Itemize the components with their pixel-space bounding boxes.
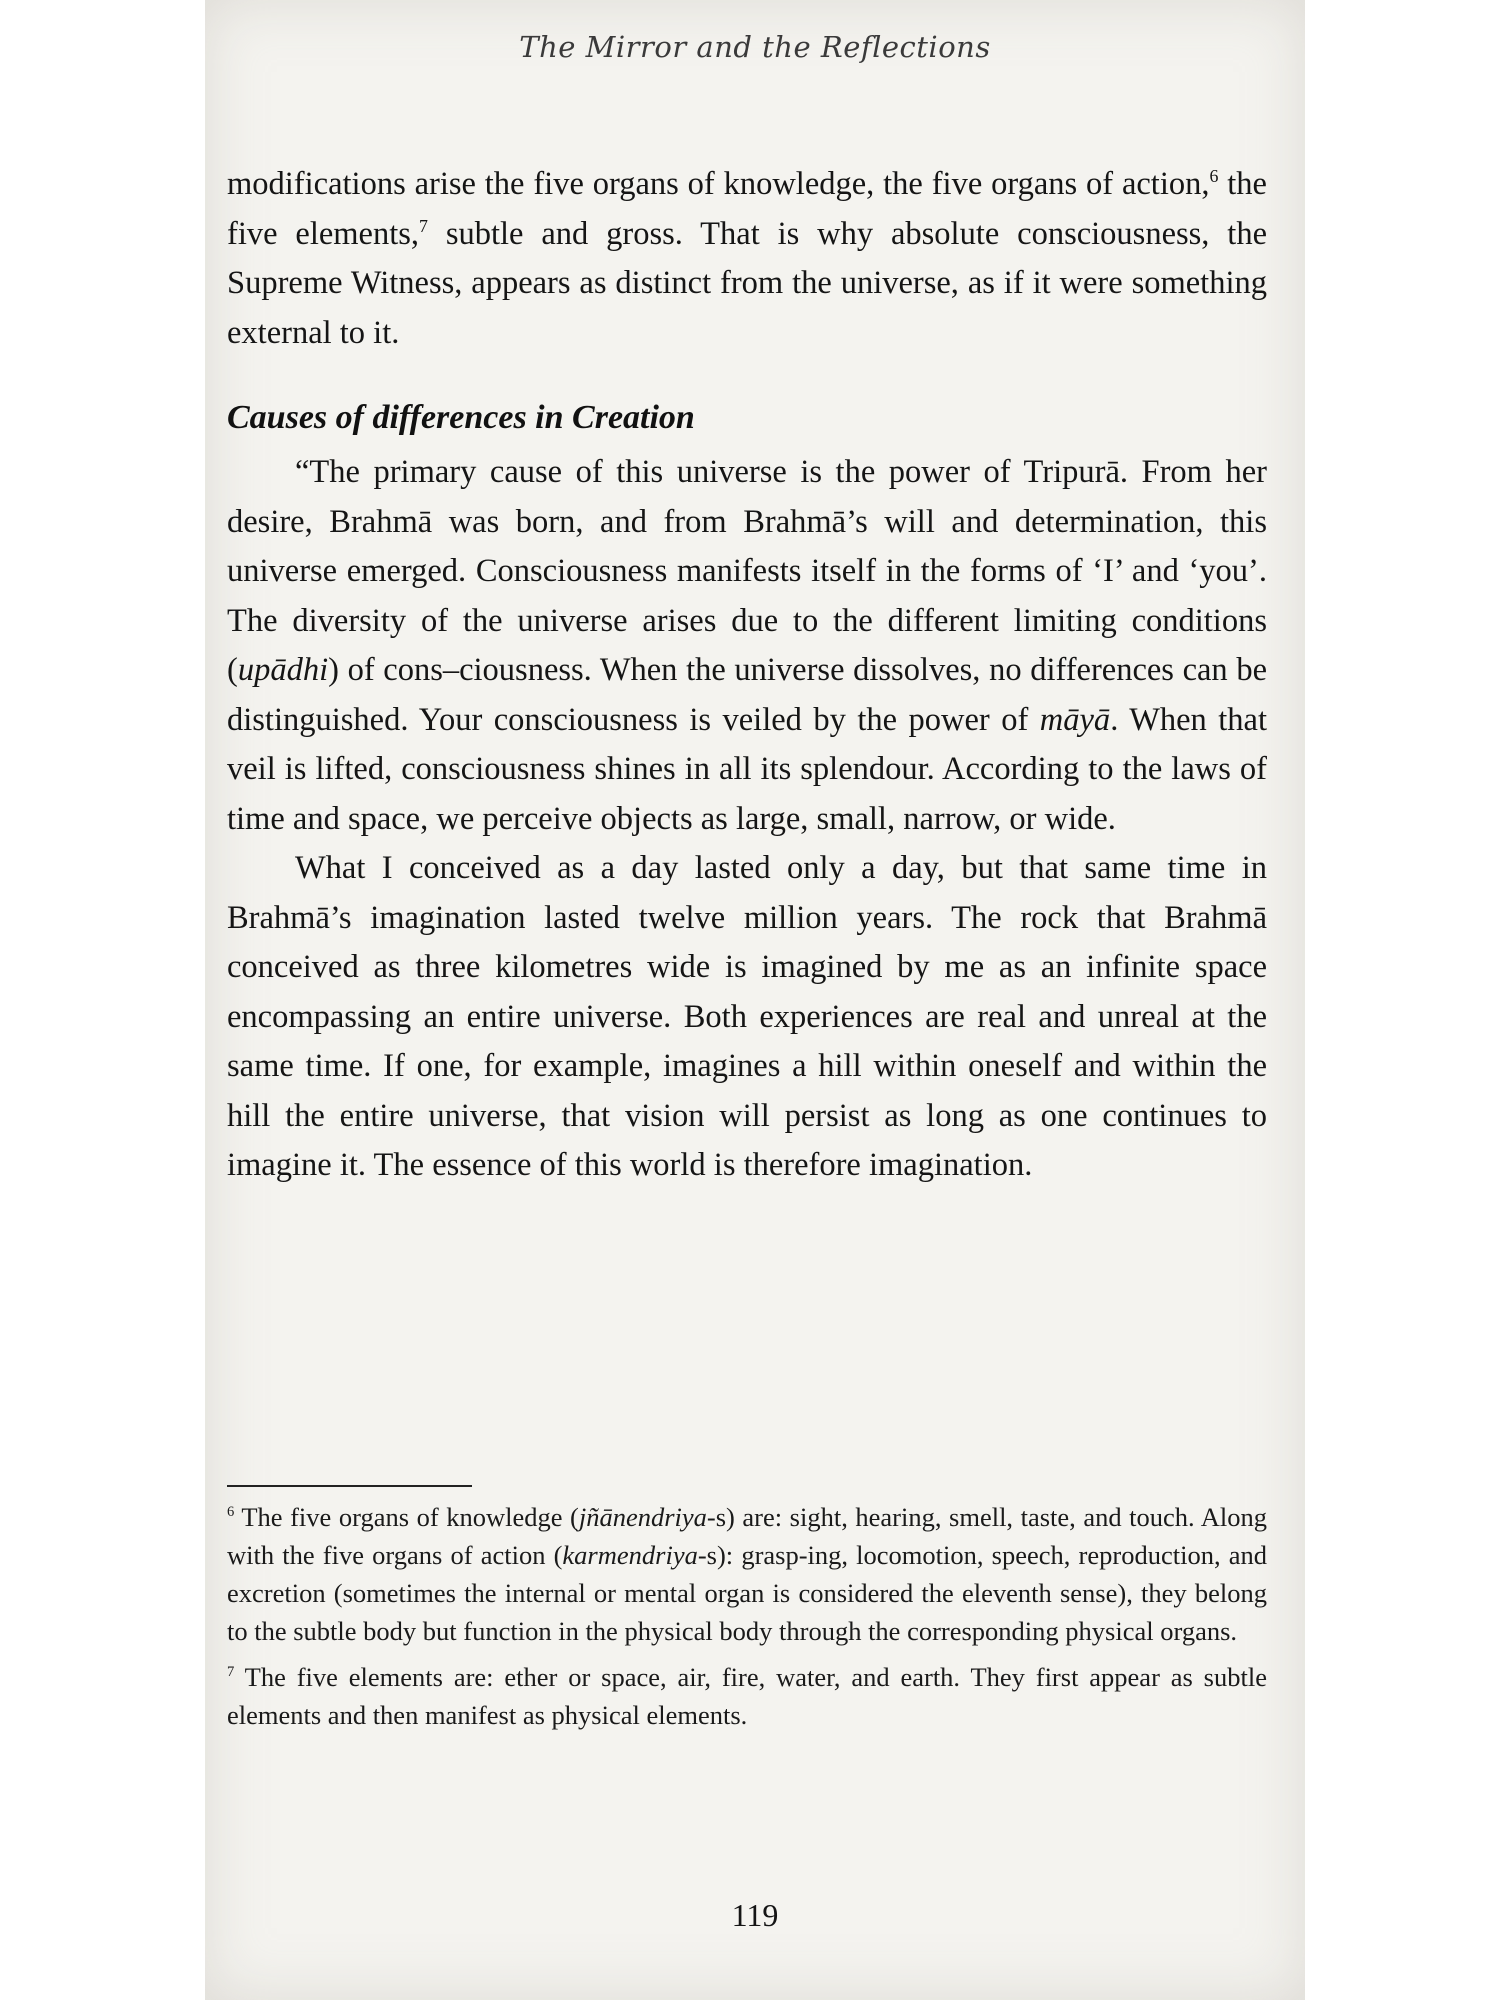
footnote-text: The five elements are: ether or space, air, fire, water, and earth. They first appear as subtle elements and then manifest as physical elements. xyxy=(227,1662,1267,1730)
footnote-text: -s) are: sight, hearing, smell, taste, and touch. Along with the five organs of action ( xyxy=(227,1502,1267,1570)
italic-term: upādhi xyxy=(237,652,329,688)
footnote-text: The five organs of knowledge ( xyxy=(234,1502,579,1532)
book-page xyxy=(205,0,1305,2000)
footnote-text: -s): grasp-ing, locomotion, speech, reproduction, and excretion (sometimes the internal or mental organ is considered the eleventh sense), they belong to the subtle body but function in the physical body through the corresponding physical organs. xyxy=(227,1540,1267,1646)
running-head: The Mirror and the Reflections xyxy=(519,30,991,64)
paragraph-text: ) of cons–ciousness. When the universe dissolves, no differences can be distinguished. Your consciousness is veiled by the power of xyxy=(227,652,1267,738)
footnote-mark: 7 xyxy=(227,1664,235,1681)
footnote-divider xyxy=(227,1485,472,1487)
section-heading: Causes of differences in Creation xyxy=(227,399,695,436)
paragraph: What I conceived as a day lasted only a day, but that same time in Brahmā’s imagination lasted twelve million years. The rock that Brahmā conceived as three kilometres wide is imagined by me as an infinite space encompassing an entire universe. Both experiences are real and unreal at the same time. If one, for example, imagines a hill within oneself and within the hill the entire universe, that vision will persist as long as one continues to imagine it. The essence of this world is therefore imagination. xyxy=(227,850,1267,1183)
main-text xyxy=(227,160,1267,1191)
paragraph-continuation xyxy=(227,160,1267,358)
paragraph-text: the five elements, xyxy=(227,166,1267,252)
footnote-ref-6: 6 xyxy=(1209,166,1219,187)
footnote-ref-7: 7 xyxy=(419,215,428,236)
italic-term: jñānendriya xyxy=(578,1502,707,1532)
footnote-6 xyxy=(227,1498,1267,1650)
paragraph-text: . When that veil is lifted, consciousness shines in all its splendour. According to the laws of time and space, we perceive objects as large, small, narrow, or wide. xyxy=(227,701,1268,837)
paragraph-text: subtle and gross. That is why absolute consciousness, the Supreme Witness, appears as distinct from the universe, as if it were something external to it. xyxy=(227,215,1268,351)
paragraph xyxy=(227,448,1267,844)
footnote-mark: 6 xyxy=(227,1504,235,1521)
italic-term: māyā xyxy=(1039,701,1111,738)
italic-term: karmendriya xyxy=(562,1540,698,1570)
footnotes xyxy=(227,1498,1267,1742)
paragraph-text: modifications arise the five organs of knowledge, the five organs of action, xyxy=(227,166,1210,202)
paragraph-text: “The primary cause of this universe is the power of Tripurā. From her desire, Brahmā was born, and from Brahmā’s will and determination, this universe emerged. Consciousness manifests itself in the forms of ‘I’ and ‘you’. The diversity of the universe arises due to the different limiting conditions ( xyxy=(227,454,1267,688)
page-number: 119 xyxy=(731,1897,779,1933)
footnote-7 xyxy=(227,1658,1267,1734)
